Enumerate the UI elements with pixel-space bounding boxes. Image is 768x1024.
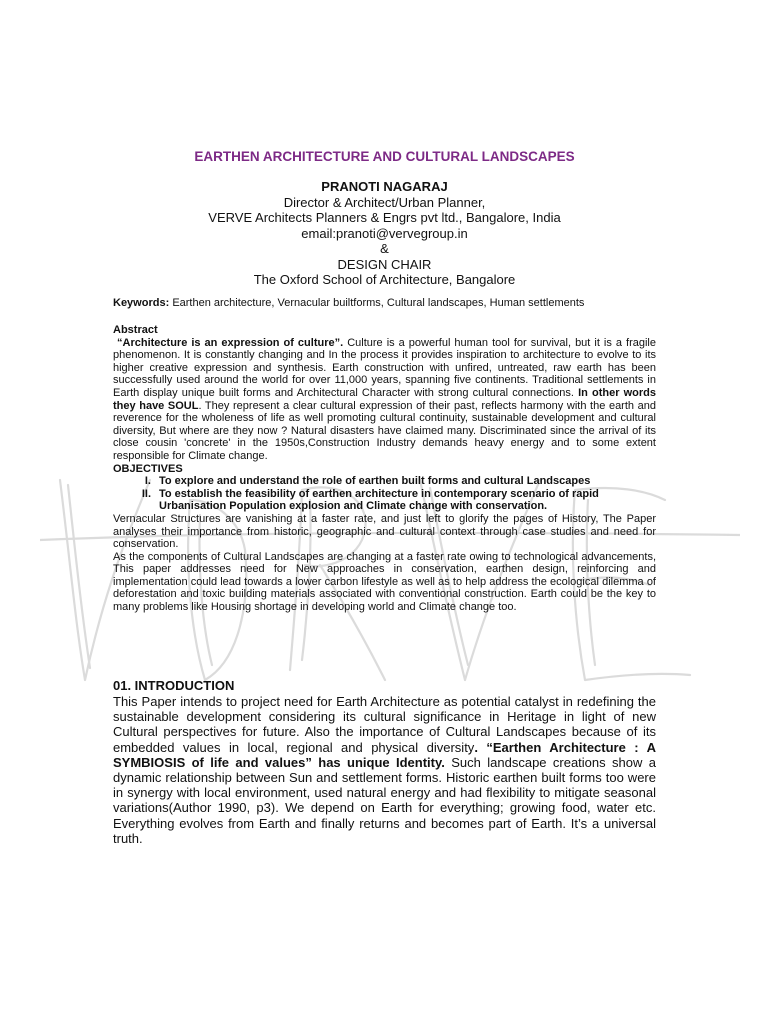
author-role: Director & Architect/Urban Planner, [283,194,486,210]
objective-item [113,488,656,513]
intro-text-1: This Paper intends to project need for Earth Architecture as potential catalyst in redefining the sustainable development considering its cultural significance in Heritage in light of new Cultural perspectives for future. Also the importance of Cultural Landscapes because of its embedded values in local, regional and physical diversity [113,694,656,755]
abstract-paragraph-2: Vernacular Structures are vanishing at a faster rate, and just left to glorify the pages of History, The Paper analyses their importance from historic, geographic and cultural context through case studies and need for conservation. [113,512,656,551]
objective-text: To establish the feasibility of earthen architecture in contemporary scenario of rapid Urbanisation Population explosion and Climate change with conservation. [159,487,599,513]
author-block [113,179,656,288]
author-ampersand: & [380,241,389,256]
objective-number: II. [141,487,151,500]
author-role-2: DESIGN CHAIR [337,256,432,272]
objective-item [113,475,656,488]
objectives-heading: OBJECTIVES [113,462,183,475]
author-name: PRANOTI NAGARAJ [321,179,448,194]
keywords-label: Keywords: [113,297,170,309]
abstract-heading: Abstract [113,324,158,336]
objective-text: To explore and understand the role of earthen built forms and cultural Landscapes [159,475,591,488]
introduction-section [113,678,656,846]
keywords [113,296,656,310]
intro-bold-statement: . “Earthen Architecture : A SYMBIOSIS of life and values” has unique Identity. [113,739,657,770]
objectives-list [113,475,656,513]
author-organization: VERVE Architects Planners & Engrs pvt ltd., Bangalore, India [208,210,561,225]
paper-title: EARTHEN ARCHITECTURE AND CULTURAL LANDSCAPES [194,149,575,164]
abstract-text-1a: Culture is a powerful human tool for survival, but it is a fragile phenomenon. It is constantly changing and In the process it provides inspiration to architecture to evolve to its higher creative expression and synthesis. Earth construction with unfired, untreated, raw earth has been successfully used around the world for over 11,000 years, spanning five continents. Traditional settlements in Earth display unique built forms and Architectural Character with strong cultural connections. [113,336,656,399]
objective-number: I. [144,475,151,488]
abstract-paragraph-3: As the components of Cultural Landscapes are changing at a faster rate owing to technological advancements, This paper addresses need for New approaches in conservation, earthen design, reinforcing and implementation could lead towards a lower carbon lifestyle as well as to help address the ecological dilemma of deforestation and toxic building materials associated with conventional construction. Earth could be the key to many problems like Housing shortage in developing world and Climate change too. [113,550,656,614]
introduction-heading: 01. INTRODUCTION [113,678,235,693]
abstract-paragraph-1 [113,337,656,463]
author-organization-2: The Oxford School of Architecture, Bangalore [253,272,516,287]
abstract-soul: In other words they have SOUL [113,386,656,412]
author-email: email:pranoti@vervegroup.in [301,225,468,241]
intro-text-2: Such landscape creations show a dynamic relationship between Sun and settlement forms. Historic earthen built forms too were in synergy with local environment, used natural energy and had flexibility to mitigate seasonal variations(Author 1990, p3). We depend on Earth for everything; growing food, water etc. Everything evolves from Earth and finally returns and becomes part of Earth. It’s a universal truth. [113,754,656,846]
abstract-text-1c: . They represent a clear cultural expression of their past, reflects harmony with the earth and reverence for the wholeness of life as well promoting cultural continuity, sustainable development and cultural diversity, But where are they now ? Natural disasters have claimed many. Discriminated since the arrival of its close cousin 'concrete' in the 1950s,Construction Industry demands heavy energy and to some extent responsible for Climate change. [113,399,656,462]
abstract-section [113,324,656,614]
keywords-text: Earthen architecture, Vernacular builtforms, Cultural landscapes, Human settlements [172,297,585,309]
introduction-paragraph [113,694,656,846]
abstract-quote: “Architecture is an expression of culture”. [117,336,344,349]
